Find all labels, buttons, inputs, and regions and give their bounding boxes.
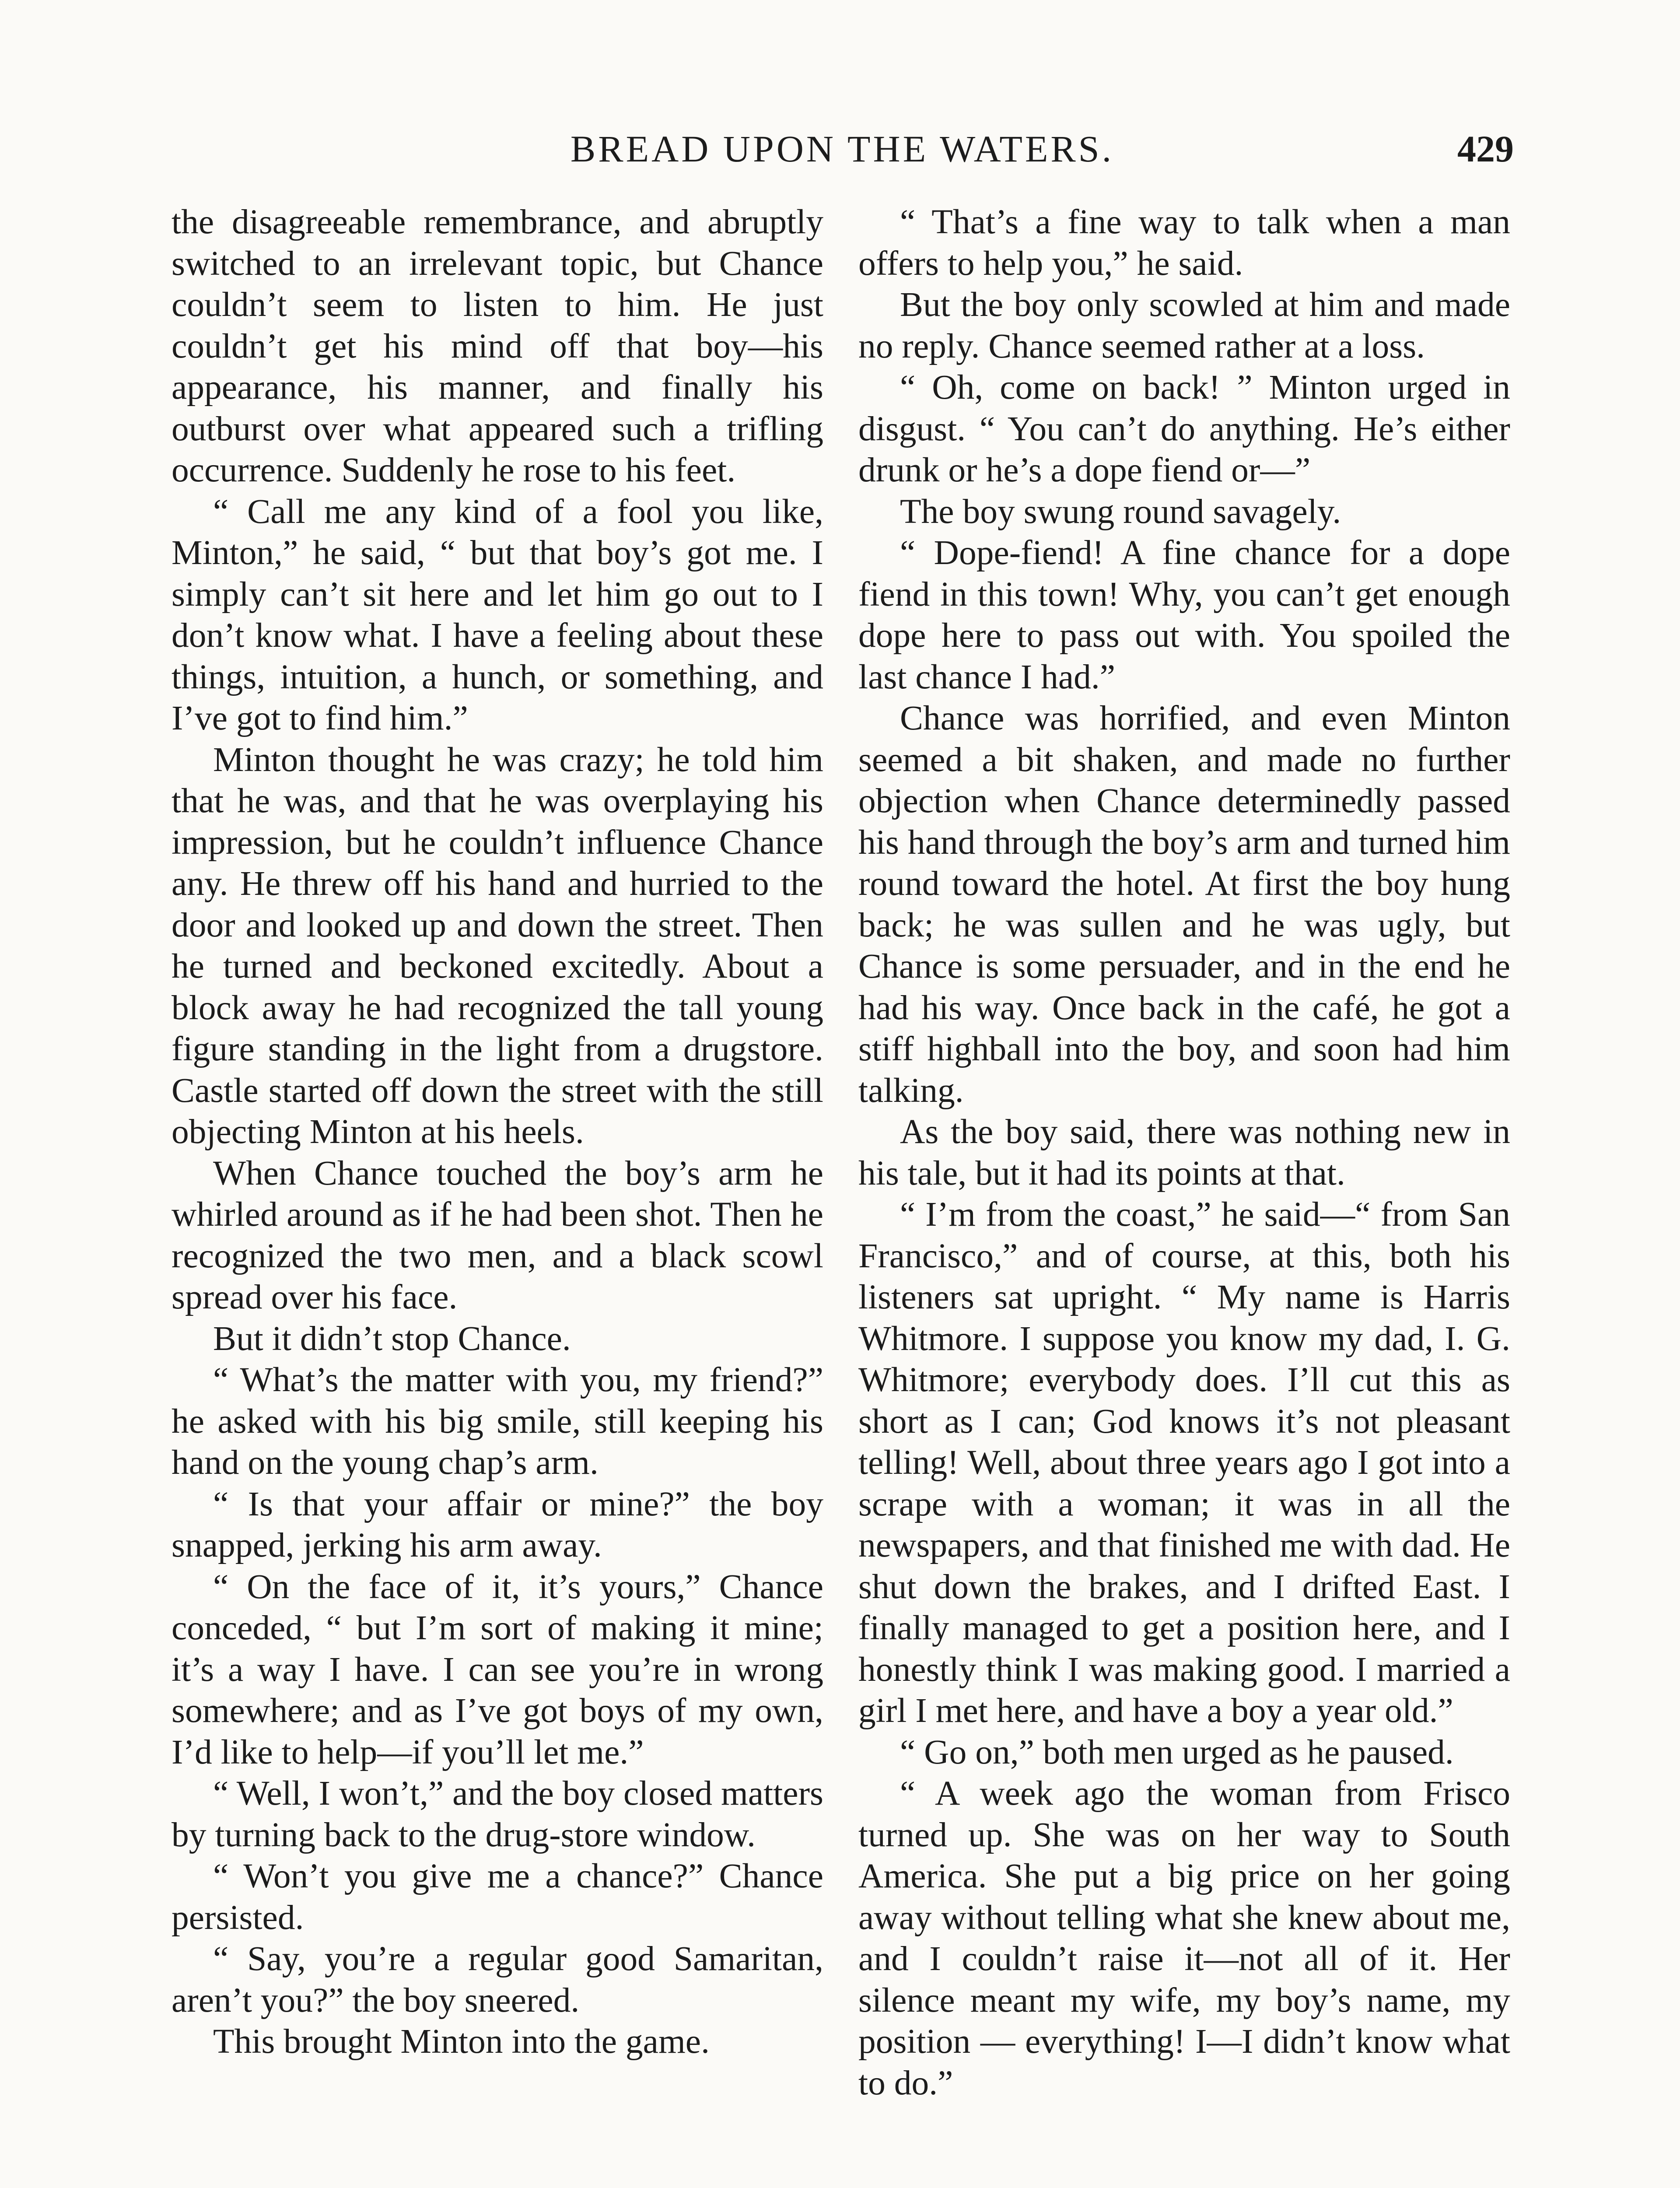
left-column: [172, 201, 823, 2062]
paragraph: This brought Minton into the game.: [213, 2022, 710, 2061]
paragraph: “ That’s a fine way to talk when a man offers to help you,” he said.: [858, 203, 1510, 283]
paragraph: But the boy only scowled at him and made no reply. Chance seemed rather at a loss.: [858, 285, 1510, 365]
paragraph: “ Won’t you give me a chance?” Chance persisted.: [172, 1857, 823, 1937]
paragraph: Chance was horrified, and even Minton seemed a bit shaken, and made no further objection when Chance determinedly passed his hand through the boy’s arm and turned him round toward the hotel. At first the boy hung back; he was sullen and he was ugly, but Chance is some persuader, and in the end he had his way. Once back in the café, he got a stiff highball into the boy, and soon had him talking.: [858, 699, 1510, 1110]
page-header: [171, 127, 1514, 175]
paragraph: “ Well, I won’t,” and the boy closed matters by turning back to the drug-store window.: [172, 1774, 823, 1854]
paragraph: “ Call me any kind of a fool you like, Minton,” he said, “ but that boy’s got me. I simply can’t sit here and let him go out to I don’t know what. I have a feeling about these things, intuition, a hunch, or something, and I’ve got to find him.”: [172, 492, 823, 737]
paragraph: “ Dope-fiend! A fine chance for a dope fiend in this town! Why, you can’t get enough dope here to pass out with. You spoiled the last chance I had.”: [858, 533, 1510, 696]
paragraph: As the boy said, there was nothing new in his tale, but it had its points at that.: [858, 1112, 1510, 1192]
paragraph: “ Say, you’re a regular good Samaritan, aren’t you?” the boy sneered.: [172, 1939, 823, 2020]
paragraph: “ I’m from the coast,” he said—“ from San Francisco,” and of course, at this, both his listeners sat upright. “ My name is Harris Whitmore. I suppose you know my dad, I. G. Whitmore; everybody does. I’ll cut this as short as I can; God knows it’s not pleasant telling! Well, about three years ago I got into a scrape with a woman; it was in all the newspapers, and that finished me with dad. He shut down the brakes, and I drifted East. I finally managed to get a position here, and I honestly think I was making good. I married a girl I met here, and have a boy a year old.”: [858, 1195, 1510, 1730]
paragraph: “ On the face of it, it’s yours,” Chance conceded, “ but I’m sort of making it mine; it’s a way I have. I can see you’re in wrong somewhere; and as I’ve got boys of my own, I’d like to help—if you’ll let me.”: [172, 1567, 823, 1771]
right-column: [858, 201, 1510, 2104]
page-number: 429: [1457, 128, 1514, 170]
paragraph: “ What’s the matter with you, my friend?” he asked with his big smile, still keeping his hand on the young chap’s arm.: [172, 1360, 823, 1482]
paragraph: “ Is that your affair or mine?” the boy snapped, jerking his arm away.: [172, 1484, 823, 1564]
paragraph: “ Oh, come on back! ” Minton urged in disgust. “ You can’t do anything. He’s either drunk or he’s a dope fiend or—”: [858, 368, 1510, 489]
paragraph: the disagreeable remembrance, and abruptly switched to an irrelevant topic, but Chance couldn’t seem to listen to him. He just couldn’t get his mind off that boy—his appearance, his manner, and finally his outburst over what appeared such a trifling occurrence. Suddenly he rose to his feet.: [172, 203, 823, 489]
paragraph: “ Go on,” both men urged as he paused.: [900, 1732, 1454, 1771]
paragraph: The boy swung round savagely.: [900, 492, 1341, 531]
paragraph: When Chance touched the boy’s arm he whirled around as if he had been shot. Then he recognized the two men, and a black scowl spread over his face.: [172, 1154, 823, 1316]
paragraph: “ A week ago the woman from Frisco turned up. She was on her way to South America. She put a big price on her going away without telling what she knew about me, and I couldn’t raise it—not all of it. Her silence meant my wife, my boy’s name, my position — everything! I—I didn’t know what to do.”: [858, 1774, 1510, 2102]
paragraph: But it didn’t stop Chance.: [213, 1319, 571, 1358]
running-title: BREAD UPON THE WATERS.: [570, 128, 1114, 170]
paragraph: Minton thought he was crazy; he told him that he was, and that he was overplaying his impression, but he couldn’t influence Chance any. He threw off his hand and hurried to the door and looked up and down the street. Then he turned and beckoned excitedly. About a block away he had recognized the tall young figure standing in the light from a drugstore. Castle started off down the street with the still objecting Minton at his heels.: [172, 740, 823, 1151]
